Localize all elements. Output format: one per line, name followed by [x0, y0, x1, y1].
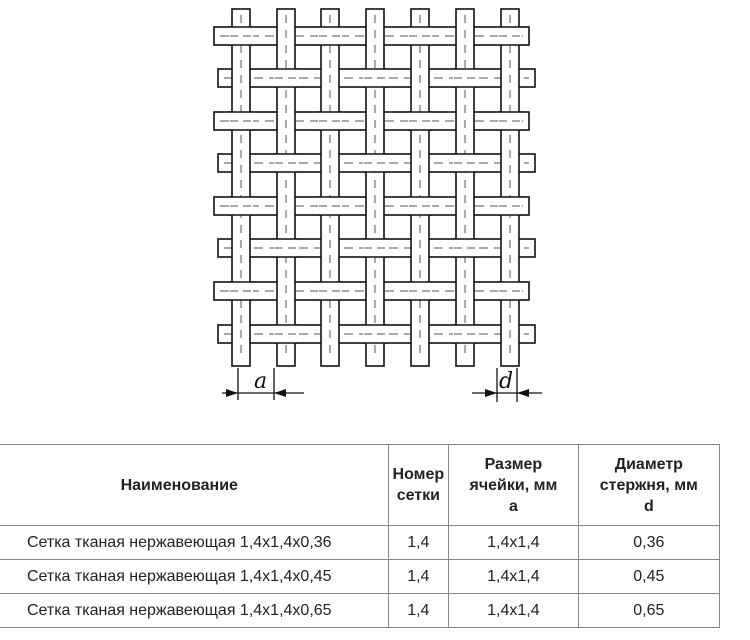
dim-a-arrow-left [226, 389, 238, 397]
cell-diameter: 0,65 [578, 594, 719, 628]
cell-diameter: 0,45 [578, 560, 719, 594]
cell-name: Сетка тканая нержавеющая 1,4x1,4x0,65 [0, 594, 388, 628]
header-size-line: ячейки, мм [469, 476, 558, 494]
table-row [0, 560, 720, 594]
cell-number: 1,4 [388, 560, 449, 594]
dimension-markers [222, 368, 542, 402]
header-size [449, 445, 579, 526]
cell-number: 1,4 [388, 526, 449, 560]
cell-size: 1,4x1,4 [449, 560, 579, 594]
header-number [388, 445, 449, 526]
dim-d-arrow-right [517, 389, 529, 397]
header-number-line: сетки [396, 487, 440, 504]
dim-a-label: a [254, 369, 268, 394]
header-size-line: a [508, 497, 518, 515]
header-name: Наименование [0, 445, 388, 526]
cell-size: 1,4x1,4 [449, 526, 579, 560]
cell-number: 1,4 [388, 594, 449, 628]
dim-d-label: d [499, 369, 514, 394]
header-diameter-line: стержня, мм [599, 476, 698, 494]
header-number-line: Номер [392, 466, 445, 483]
spec-table [0, 444, 720, 628]
cell-diameter: 0,36 [578, 526, 719, 560]
dim-a-arrow-right [274, 389, 286, 397]
header-diameter [578, 445, 719, 526]
header-diameter-line: d [643, 497, 654, 515]
table-row [0, 526, 720, 560]
cell-name: Сетка тканая нержавеющая 1,4x1,4x0,36 [0, 526, 388, 560]
header-diameter-line: Диаметр [614, 455, 683, 473]
table-header-row [0, 445, 720, 526]
table-row [0, 594, 720, 628]
cell-size: 1,4x1,4 [449, 594, 579, 628]
dim-d-arrow-left [485, 389, 497, 397]
header-size-line: Размер [484, 455, 543, 473]
cell-name: Сетка тканая нержавеющая 1,4x1,4x0,45 [0, 560, 388, 594]
